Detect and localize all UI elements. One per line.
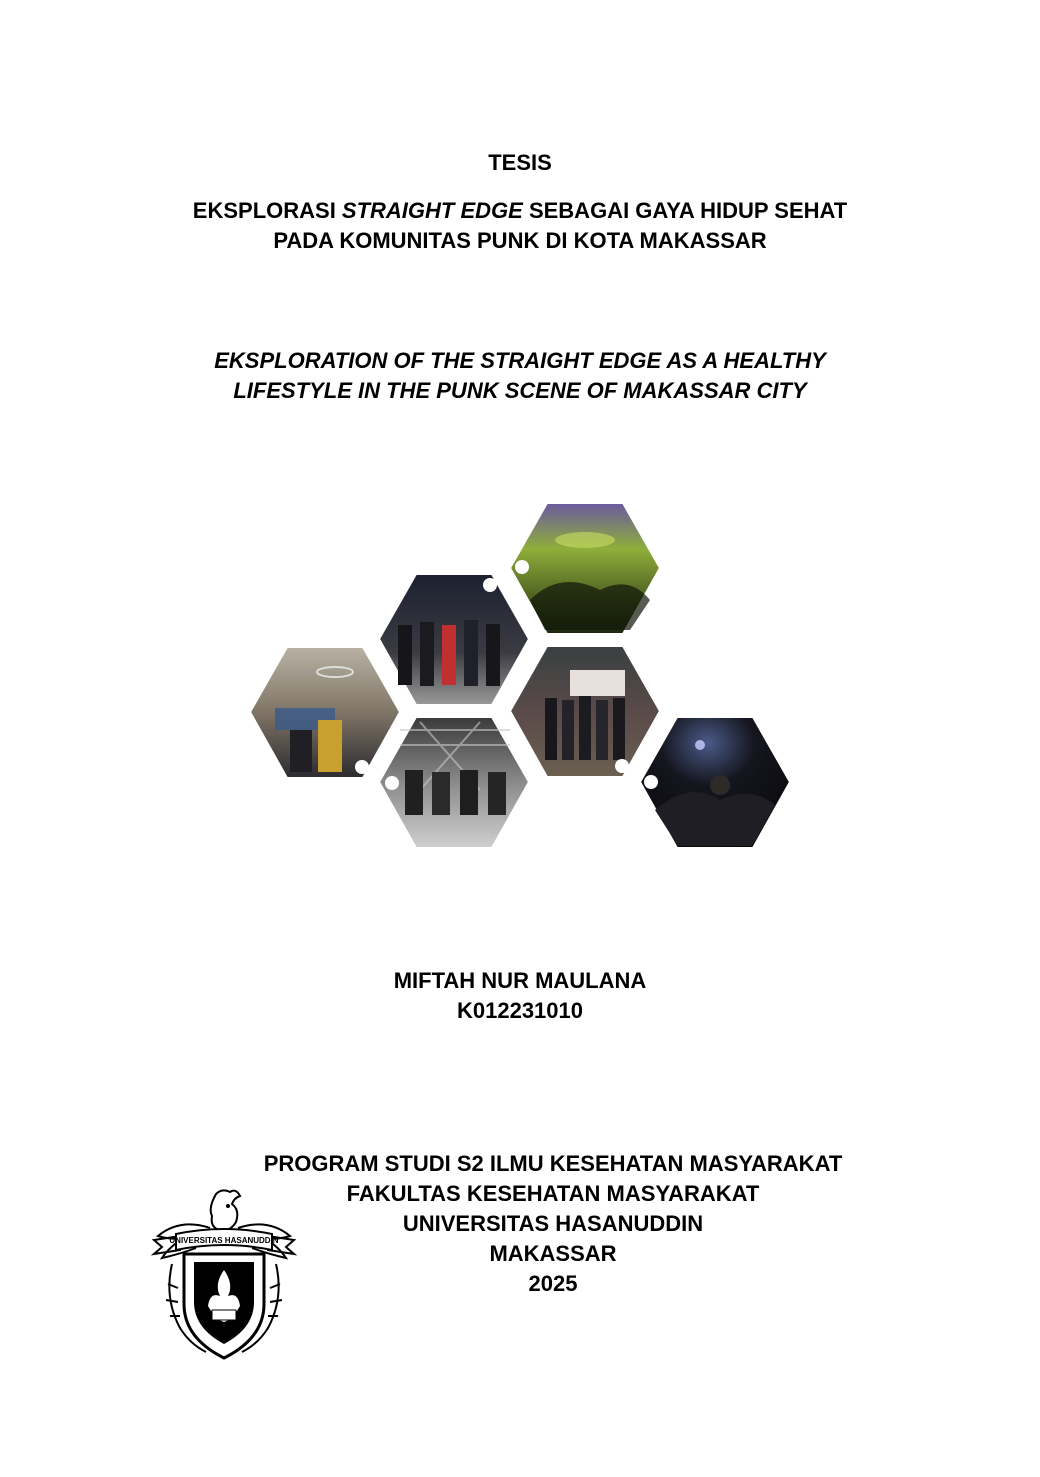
program-name: PROGRAM STUDI S2 ILMU KESEHATAN MASYARAKAT	[263, 1151, 843, 1176]
hex-marker-icon	[615, 759, 629, 773]
hex-marker-icon	[515, 560, 529, 574]
hex-marker-icon	[483, 578, 497, 592]
hex-photo-group-standing	[379, 574, 529, 705]
year: 2025	[528, 1271, 578, 1296]
faculty-name: FAKULTAS KESEHATAN MASYARAKAT	[346, 1181, 760, 1206]
title-english-line2: LIFESTYLE IN THE PUNK SCENE OF MAKASSAR CITY	[233, 378, 807, 403]
student-id: K012231010	[456, 998, 583, 1023]
hex-photo-group-banner	[510, 646, 660, 777]
logo-banner-text: UNIVERSITAS HASANUDDIN	[169, 1236, 279, 1245]
hex-photo-crowd-night	[640, 717, 790, 848]
title-id-part1: EKSPLORASI	[192, 198, 342, 223]
hex-marker-icon	[644, 775, 658, 789]
hex-photo-mural-people	[250, 647, 400, 778]
university-name: UNIVERSITAS HASANUDDIN	[402, 1211, 704, 1236]
title-id-part3: SEBAGAI GAYA HIDUP SEHAT	[522, 198, 848, 223]
hex-photo-concert-green	[510, 503, 660, 634]
title-indonesian-line2: PADA KOMUNITAS PUNK DI KOTA MAKASSAR	[273, 228, 767, 253]
hex-marker-icon	[385, 776, 399, 790]
city-name: MAKASSAR	[489, 1241, 617, 1266]
hex-marker-icon	[355, 760, 369, 774]
author-name: MIFTAH NUR MAULANA	[393, 968, 647, 993]
hex-photo-seated-grayscale	[379, 717, 529, 848]
title-english-line1: EKSPLORATION OF THE STRAIGHT EDGE AS A HEALTHY	[214, 348, 826, 373]
document-type-label: TESIS	[488, 150, 552, 175]
title-id-italic: STRAIGHT EDGE	[341, 198, 523, 223]
